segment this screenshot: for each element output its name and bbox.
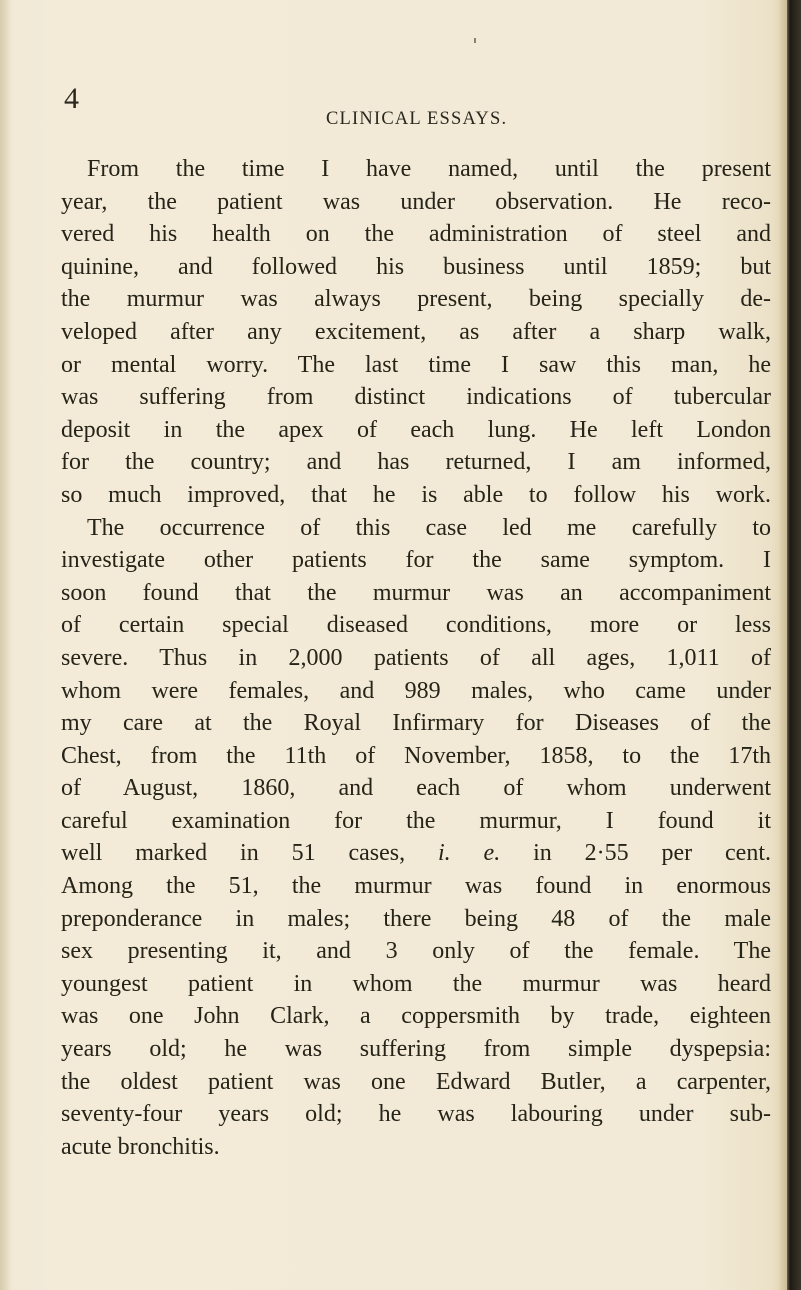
body-text [61,153,771,1163]
text-line: so much improved, that he is able to follow his work. [61,481,771,508]
text-line: soon found that the murmur was an accompaniment [61,579,771,606]
text-line: The occurrence of this case led me carefully to [87,514,771,541]
text-line: the murmur was always present, being specially de- [61,286,771,313]
page-edge-shading [778,0,787,1290]
text-line: severe. Thus in 2,000 patients of all ages, 1,011 of [61,644,771,671]
text-line: of certain special diseased conditions, more or less [61,612,771,639]
text-line: well marked in 51 cases, i. e. in 2·55 per cent. [61,840,771,867]
text-line: Chest, from the 11th of November, 1858, to the 17th [61,742,771,769]
text-line: Among the 51, the murmur was found in enormous [61,873,771,900]
text-line: year, the patient was under observation. He reco- [61,188,771,215]
text-line: for the country; and has returned, I am informed, [61,449,771,476]
text-line: vered his health on the administration of steel and [61,221,771,248]
text-line: sex presenting it, and 3 only of the female. The [61,938,771,965]
text-line: of August, 1860, and each of whom underwent [61,775,771,802]
running-head: CLINICAL ESSAYS. [326,109,508,129]
text-line: seventy-four years old; he was labouring under sub- [61,1101,771,1128]
text-line: investigate other patients for the same symptom. I [61,547,771,574]
text-line: From the time I have named, until the present [87,156,771,182]
text-line: was one John Clark, a coppersmith by trade, eighteen [61,1003,771,1030]
text-line: acute bronchitis. [61,1133,220,1160]
text-line: deposit in the apex of each lung. He left London [61,416,771,443]
text-line: was suffering from distinct indications of tubercular [61,384,771,411]
text-line: whom were females, and 989 males, who came under [61,677,771,704]
binding-shadow [0,0,10,1290]
page-edge-dark [787,0,801,1290]
text-line: the oldest patient was one Edward Butler, a carpenter, [61,1068,771,1095]
text-line: careful examination for the murmur, I found it [61,807,771,834]
text-line: quinine, and followed his business until 1859; but [61,253,771,280]
text-line: youngest patient in whom the murmur was heard [61,970,771,997]
text-line: veloped after any excitement, as after a sharp walk, [61,318,771,345]
text-line: or mental worry. The last time I saw this man, he [61,351,771,378]
text-line: my care at the Royal Infirmary for Diseases of the [61,710,771,737]
text-line: preponderance in males; there being 48 of the male [61,905,771,932]
page-number: 4 [64,82,79,115]
print-speck [474,38,476,43]
text-line: years old; he was suffering from simple dyspepsia: [61,1036,771,1063]
